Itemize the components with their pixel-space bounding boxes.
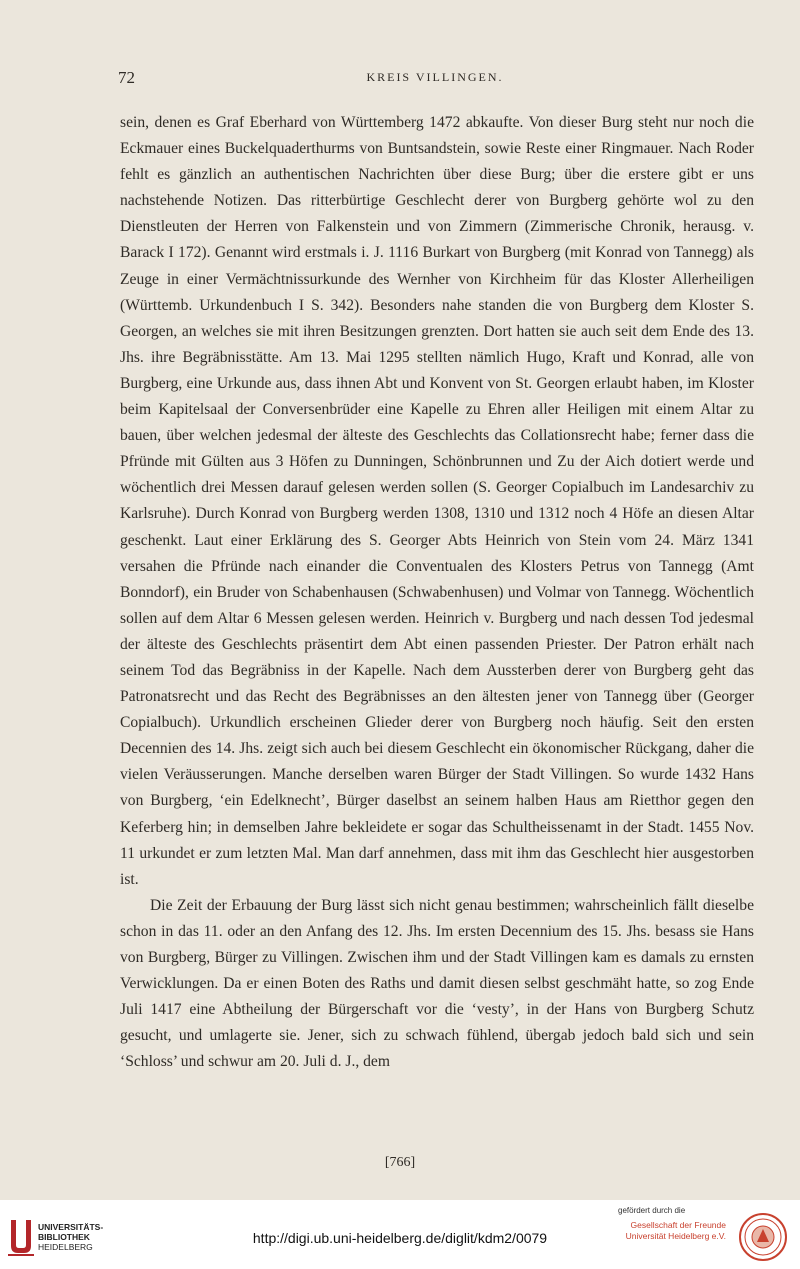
running-head: KREIS VILLINGEN.: [366, 70, 504, 84]
body-text: [120, 110, 754, 1075]
original-page-number: [766]: [384, 1155, 416, 1170]
society-name-line2: Universität Heidelberg e.V.: [625, 1231, 726, 1241]
permalink-url[interactable]: http://digi.ub.uni-heidelberg.de/diglit/kdm2/0079: [252, 1230, 548, 1246]
page-header: [118, 68, 752, 88]
society-name-line1: Gesellschaft der Freunde: [630, 1220, 726, 1230]
funded-by-label: gefördert durch die: [618, 1206, 686, 1215]
library-name-line1: UNIVERSITÄTS-: [38, 1222, 104, 1232]
library-name-line3: HEIDELBERG: [38, 1242, 93, 1252]
paragraph-1: sein, denen es Graf Eberhard von Württemberg 1472 abkaufte. Von dieser Burg steht nur noch die Eckmauer eines Buckelquaderthurms von Buntsandstein, sowie Reste einer Ringmauer. Nach Roder fehlt es gänzlich an authentischen Nachrichten über diese Burg; über die erstere gibt er uns nachstehende Notizen. Das ritterbürtige Geschlecht derer von Burgberg gehörte wol zu den Dienstleuten der Herren von Falkenstein und von Zimmern (Zimmerische Chronik, herausg. v. Barack I 172). Genannt wird erstmals i. J. 1116 Burkart von Burgberg (mit Konrad von Tannegg) als Zeuge in einer Vermächtnissurkunde des Wernher von Kirchheim für das Kloster Allerheiligen (Württemb. Urkundenbuch I S. 342). Besonders nahe standen die von Burgberg dem Kloster S. Georgen, an welches sie mit ihren Besitzungen grenzten. Dort hatten sie auch seit dem Ende des 13. Jhs. ihre Begräbnisstätte. Am 13. Mai 1295 stellten nämlich Hugo, Kraft und Konrad, alle von Burgberg, eine Urkunde aus, dass ihnen Abt und Konvent von St. Georgen erlaubt haben, im Kloster beim Kapitelsaal der Conversenbrüder eine Kapelle zu Ehren aller Heiligen mit einem Altar zu bauen, über welchen jedesmal der älteste des Geschlechts das Collationsrecht habe; ferner dass die Pfründe mit Gülten aus 3 Höfen zu Dunningen, Schönbrunnen und Zu der Aich dotiert werde und wöchentlich drei Messen darauf gelesen werden sollen (S. Georger Copialbuch im Landesarchiv zu Karlsruhe). Durch Konrad von Burgberg werden 1308, 1310 und 1312 noch 4 Höfe an diesen Altar geschenkt. Laut einer Erklärung des S. Georger Abts Heinrich von Stein vom 24. März 1341 versahen die Pfründe nach einander die Conventualen des Klosters Petrus von Tannegg (Amt Bonndorf), ein Bruder von Schabenhausen (Schwabenhusen) und Volmar von Tannegg. Wöchentlich sollen auf dem Altar 6 Messen gelesen werden. Heinrich v. Burgberg und nach dessen Tod jedesmal der älteste des Geschlechts präsentirt dem Abt einen passenden Priester. Der Patron erhält nach seinem Tod das Begräbniss in der Kapelle. Nach dem Aussterben derer von Burgberg geht das Patronatsrecht und das Recht des Begräbnisses an den ältesten jener von Tannegg über (Georger Copialbuch). Urkundlich erscheinen Glieder derer von Burgberg noch häufig. Seit den ersten Decennien des 14. Jhs. zeigt sich auch bei diesem Geschlecht ein ökonomischer Rückgang, daher die vielen Veräusserungen. Manche derselben waren Bürger der Stadt Villingen. So wurde 1432 Hans von Burgberg, ‘ein Edelknecht’, Bürger daselbst an seinem halben Haus am Rietthor gegen den Keferberg hin; in demselben Jahre bekleidete er sogar das Schultheissenamt in der Stadt. 1455 Nov. 11 urkundet er zum letzten Mal. Man darf annehmen, dass mit ihm das Geschlecht hier ausgestorben ist.: [120, 114, 754, 888]
library-name-line2: BIBLIOTHEK: [38, 1232, 90, 1242]
society-name[interactable]: [620, 1220, 726, 1242]
page-number: 72: [118, 68, 135, 87]
digitization-footer: [0, 1200, 800, 1269]
paragraph-2: Die Zeit der Erbauung der Burg lässt sich nicht genau bestimmen; wahrscheinlich fällt dieselbe schon in das 11. oder an den Anfang des 12. Jhs. Im ersten Decennium des 15. Jhs. besass sie Hans von Burgberg, Bürger zu Villingen. Zwischen ihm und der Stadt Villingen kam es damals zu ernsten Verwicklungen. Da er einen Boten des Raths und damit diesen selbst geschmäht hatte, so zog Ende Juli 1417 eine Abtheilung der Bürgerschaft vor die ‘vesty’, in der Hans von Burgberg Schutz gesucht, und umlagerte sie. Jener, sich zu schwach fühlend, übergab jedoch bald sich und sein ‘Schloss’ und schwur am 20. Juli d. J., dem: [120, 896, 754, 1071]
university-seal-icon: [738, 1212, 788, 1262]
